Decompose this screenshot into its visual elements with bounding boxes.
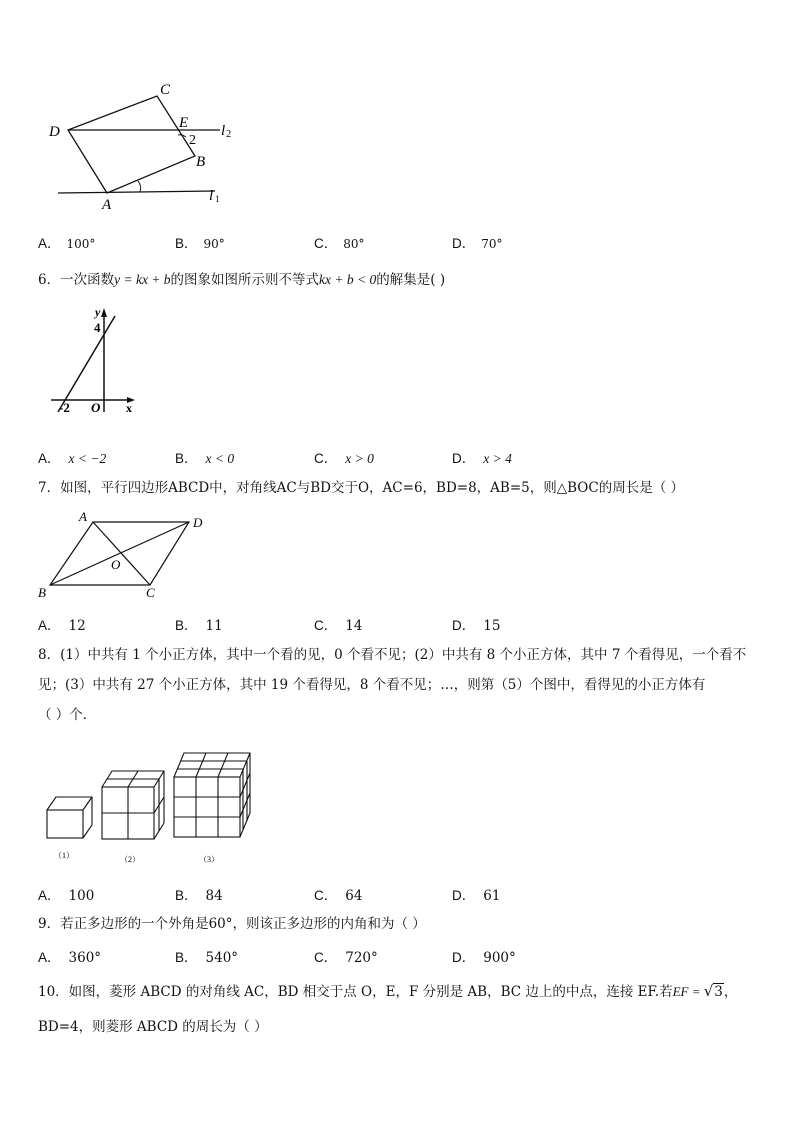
q7-stem: 7．如图，平行四边形ABCD中，对角线AC与BD交于O，AC=6，BD=8，AB=5，则△BOC的周长是（ ） [38, 480, 684, 496]
q8-option-d: D． 61 [452, 888, 501, 904]
q5-option-d: D． 70° [452, 236, 503, 251]
q8-option-b: B． 84 [175, 888, 223, 904]
q7-option-b: B． 11 [175, 618, 223, 634]
q6-option-b: B． x < 0 [175, 451, 235, 466]
q7-option-d: D． 15 [452, 618, 501, 634]
q6-graph [45, 304, 145, 416]
q9-option-a: A． 360° [38, 950, 102, 966]
label-d: D [49, 124, 60, 140]
label-d: D [193, 515, 203, 530]
cube-figure-3 [174, 753, 250, 837]
q8-option-c: C． 64 [314, 888, 363, 904]
cube-figure-2 [102, 771, 164, 839]
q8-stem-line2: 见；(3）中共有 27 个小正方体，其中 19 个看得见，8 个看不见；…，则第（5）个图中，看得见的小正方体有 [38, 677, 706, 693]
label-o: O [111, 557, 121, 572]
q7-option-a: A． 12 [38, 618, 86, 634]
q5-option-c: C． 80° [314, 236, 365, 251]
label-e: E [179, 115, 189, 131]
x-intercept-label: -2 [59, 400, 70, 415]
y-label: y [95, 305, 101, 319]
q8-stem-line3: （ ）个． [38, 707, 97, 723]
q10-stem-line1: 10．如图，菱形 ABCD 的对角线 AC，BD 相交于点 O，E，F 分别是 AB，BC 边上的中点，连接 EF.若EF = √3， [38, 982, 738, 1000]
q6-option-a: A． x < −2 [38, 451, 107, 466]
label-angle-2: 2 [189, 133, 196, 148]
label-c: C [146, 585, 155, 600]
angle-1-arc [138, 181, 141, 192]
q7-option-c: C． 14 [314, 618, 363, 634]
q8-stem-line1: 8．(1）中共有 1 个小正方体，其中一个看的见，0 个看不见；(2）中共有 8 个小正方体，其中 7 个看得见，一个看不 [38, 647, 747, 663]
caption-3: （3） [199, 855, 219, 864]
caption-1: （1） [54, 851, 74, 860]
q9-option-b: B． 540° [175, 950, 239, 966]
label-a: A [79, 509, 87, 524]
label-a: A [102, 197, 112, 213]
q5-figure [40, 78, 260, 218]
y-intercept-label: 4 [94, 320, 101, 335]
caption-2: （2） [120, 855, 140, 864]
q6-option-c: C． x > 0 [314, 451, 374, 466]
line-l1 [58, 191, 215, 193]
q7-figure [34, 508, 218, 602]
function-line [58, 316, 115, 412]
q10-stem-line2: BD=4，则菱形 ABCD 的周长为（ ） [38, 1019, 268, 1035]
label-l1: l 1 [209, 188, 220, 204]
diagonal-ac [93, 522, 150, 585]
label-l2: l2 [221, 123, 232, 140]
q8-cube-figures [40, 745, 270, 870]
label-b: B [38, 585, 46, 600]
x-label: x [126, 401, 132, 415]
q5-option-b: B． 90° [175, 236, 225, 251]
q5-option-a: A． 100° [38, 236, 96, 251]
q6-option-d: D． x > 4 [452, 451, 512, 466]
origin-label: O [91, 400, 101, 415]
quadrilateral-abcd [68, 96, 195, 193]
q8-option-a: A． 100 [38, 888, 95, 904]
cube-figure-1 [47, 797, 92, 838]
label-c: C [160, 82, 171, 98]
q9-option-c: C． 720° [314, 950, 378, 966]
y-axis-arrow [101, 308, 107, 317]
q9-stem: 9．若正多边形的一个外角是60°，则该正多边形的内角和为（ ） [38, 916, 426, 932]
q6-stem: 6．一次函数y = kx + b的图象如图所示则不等式kx + b < 0的解集是( ) [38, 272, 446, 288]
label-b: B [196, 154, 206, 170]
q9-option-d: D． 900° [452, 950, 516, 966]
